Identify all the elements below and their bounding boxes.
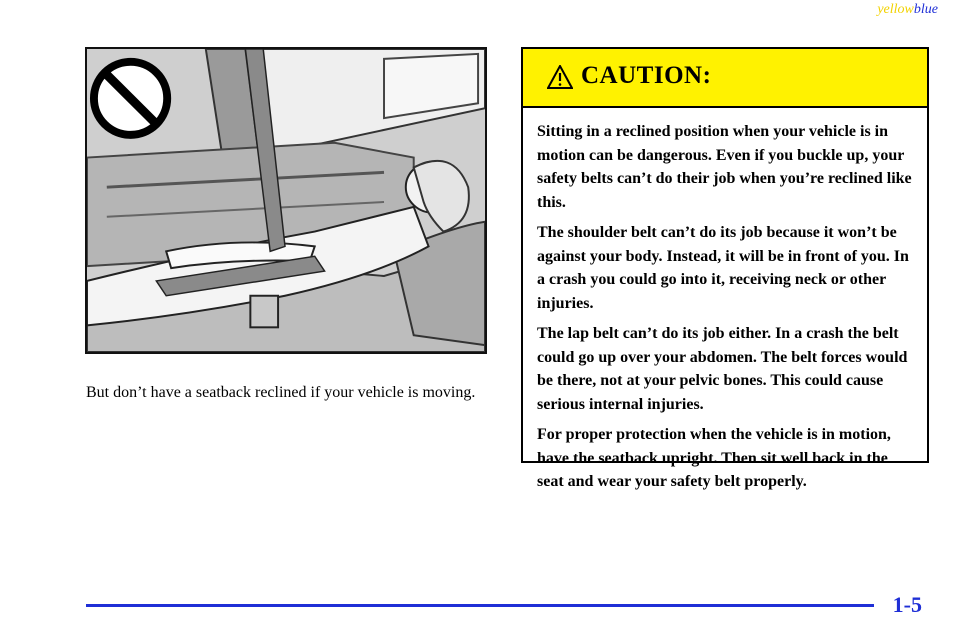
caution-paragraph: The shoulder belt can’t do its job because it won’t be against your body. Instead, it will be in front of you. In a crash you could go into it, receiving neck or other injuries. (537, 224, 909, 312)
caution-body (523, 108, 927, 494)
reclined-seat-illustration (85, 47, 487, 354)
caution-header (523, 49, 927, 108)
header-label-yellow: yellow (877, 2, 914, 17)
header-label-blue: blue (913, 2, 938, 17)
header-label (877, 2, 938, 18)
caution-paragraph: For proper protection when the vehicle is in motion, have the seatback upright. Then sit well back in the seat and wear your safety belt properly. (537, 426, 891, 490)
caution-paragraph: The lap belt can’t do its job either. In a crash the belt could go up over your abdomen. The belt forces would be there, not at your pelvic bones. This could cause serious internal injuries. (537, 325, 908, 413)
page-number: 1-5 (892, 592, 922, 617)
caution-title: CAUTION: (581, 62, 712, 89)
footer-rule (86, 604, 874, 607)
caution-paragraph: Sitting in a reclined position when your vehicle is in motion can be dangerous. Even if you buckle up, your safety belts can’t do their job when you’re reclined like this. (537, 123, 912, 211)
warning-triangle-icon (547, 65, 573, 89)
prohibited-circle-slash-icon (94, 62, 167, 135)
caution-box (521, 47, 929, 490)
illustration-drawing (87, 49, 485, 352)
body-text: But don’t have a seatback reclined if your vehicle is moving. (86, 384, 476, 401)
